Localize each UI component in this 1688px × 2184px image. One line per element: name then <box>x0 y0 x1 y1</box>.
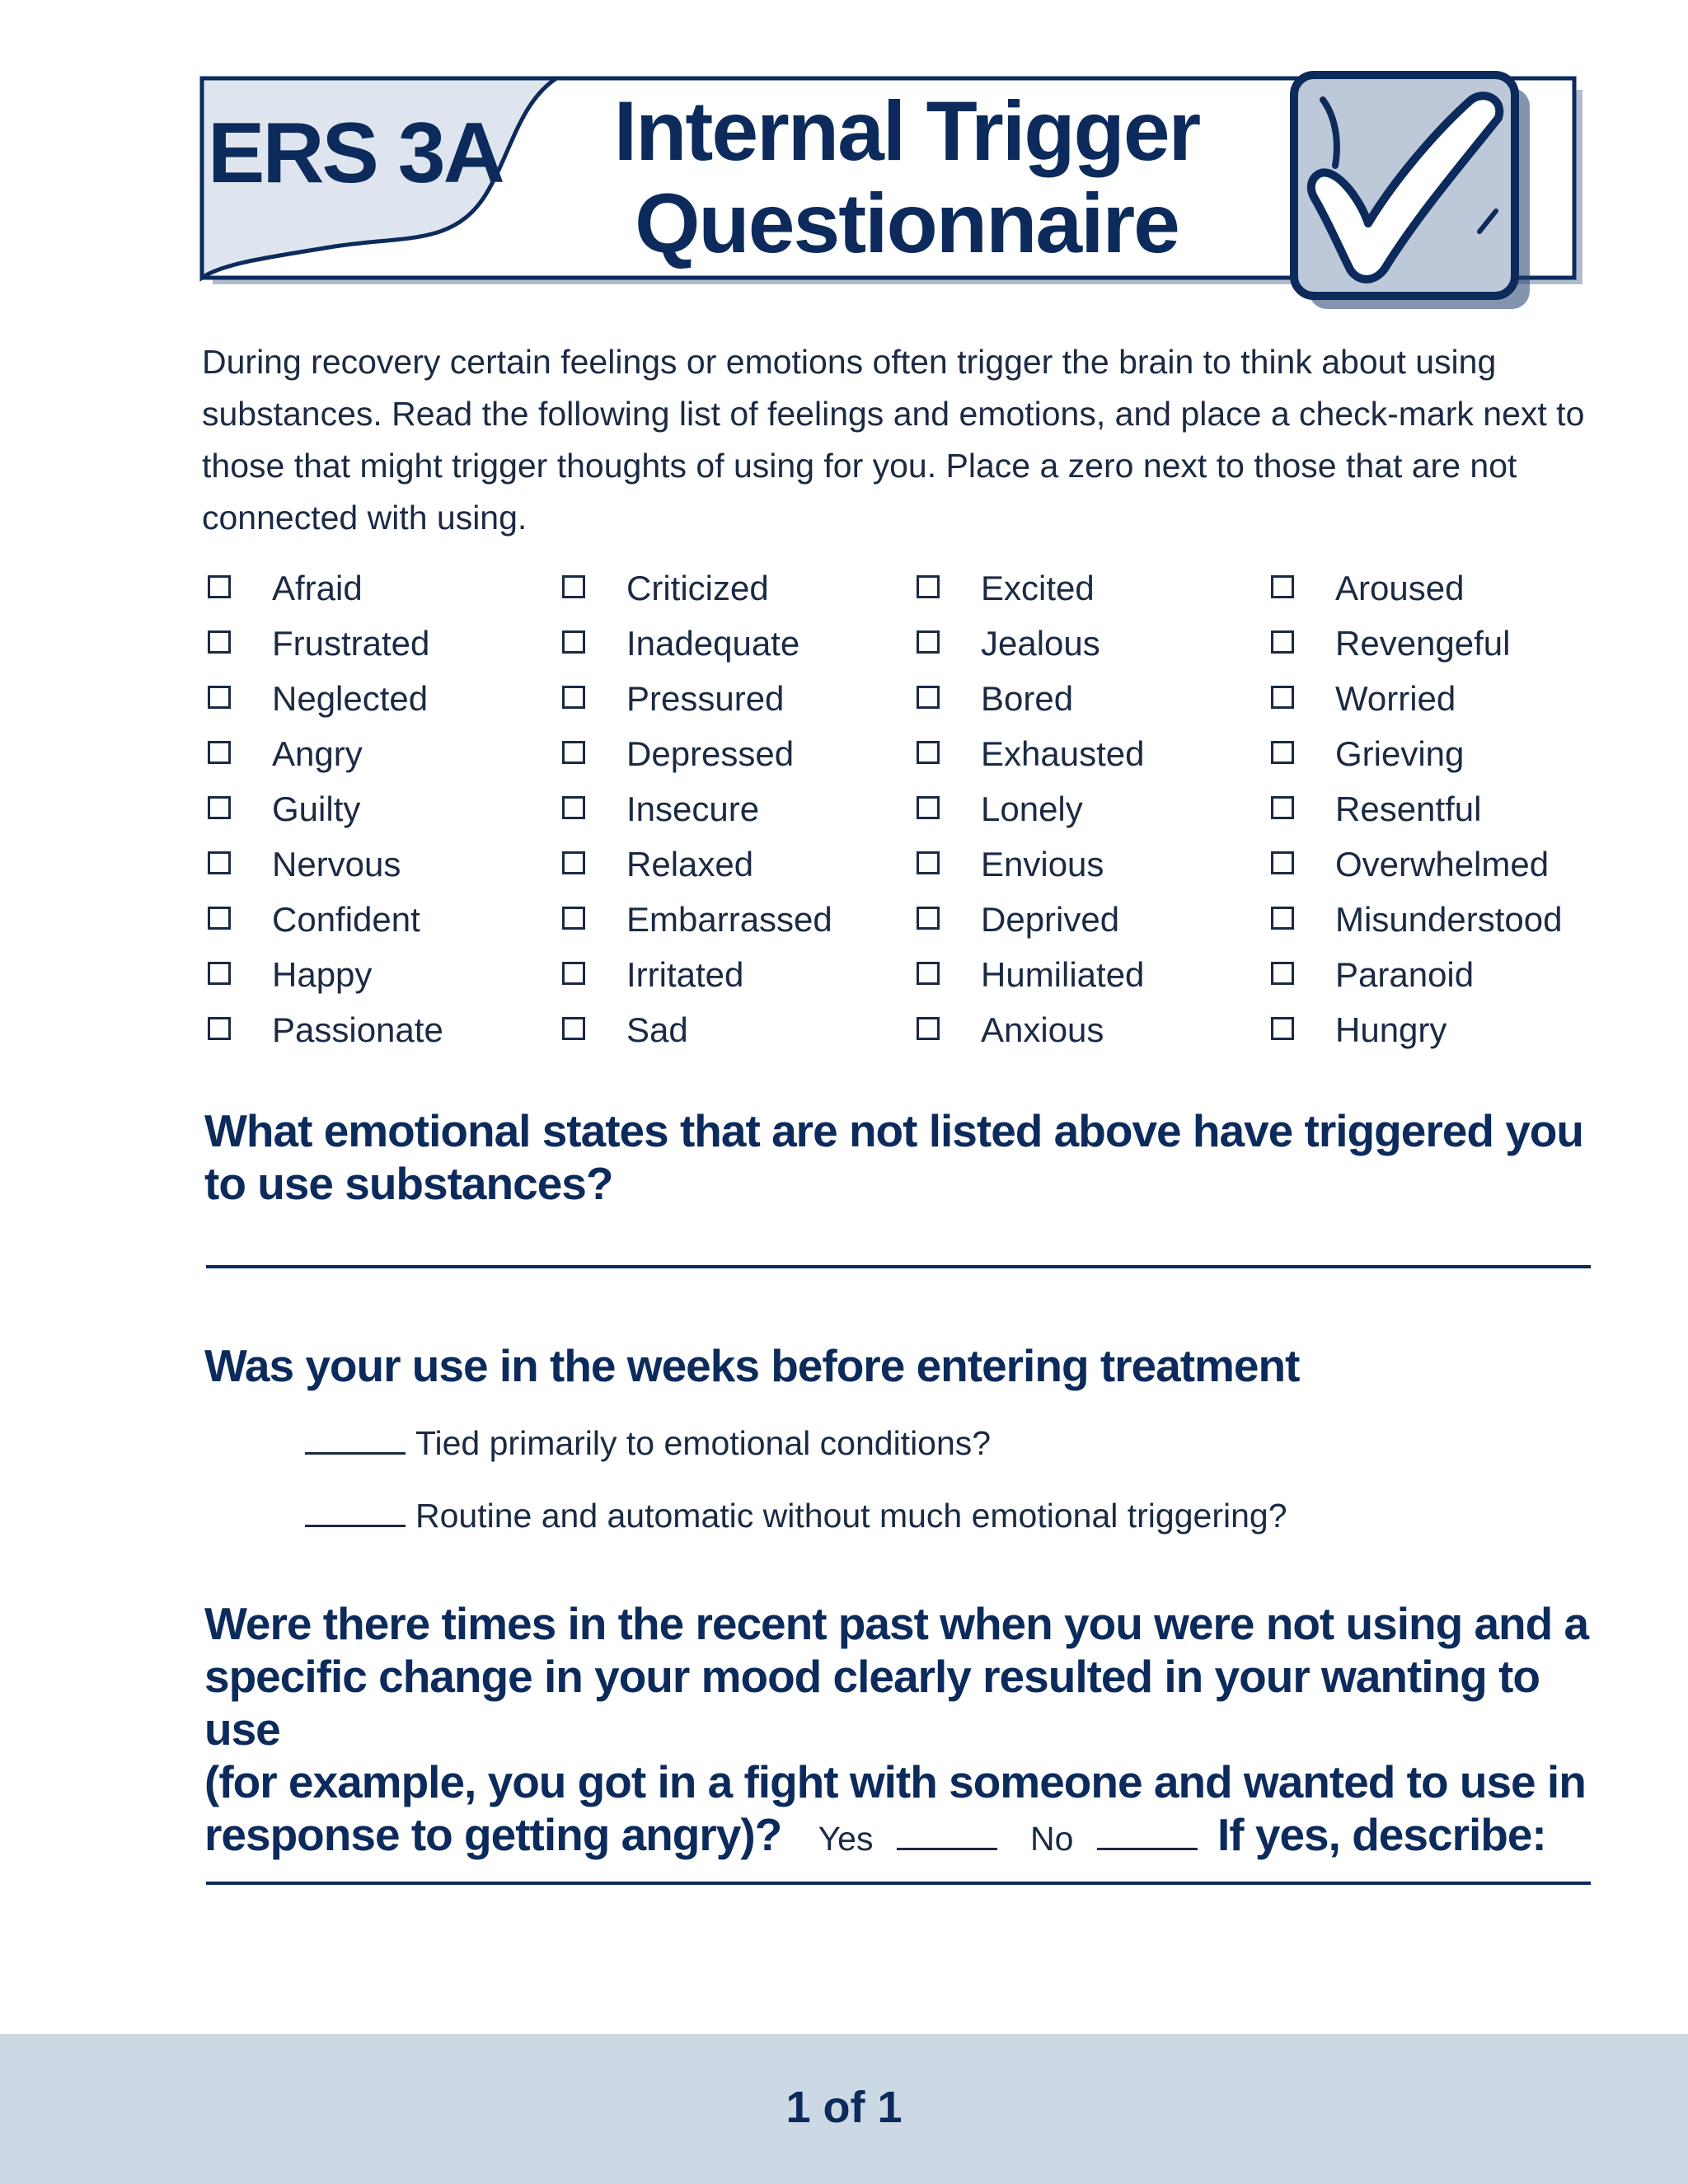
instructions: During recovery certain feelings or emotions often trigger the brain to think about using substances. Read the following list of feelings and emotions, and place a check-mark next to those that might trigger thoughts of using for you. Place a zero next to those that are not connected with using. <box>202 343 1585 537</box>
feeling-checkbox[interactable] <box>917 575 940 598</box>
page-number: 1 of 1 <box>785 2083 903 2132</box>
feeling-checkbox[interactable] <box>917 686 940 709</box>
feeling-label: Hungry <box>1335 1010 1447 1049</box>
feeling-checkbox[interactable] <box>917 1017 940 1040</box>
feeling-label: Inadequate <box>626 623 800 663</box>
feeling-item <box>208 616 562 671</box>
feeling-checkbox[interactable] <box>1271 851 1294 874</box>
feeling-checkbox[interactable] <box>1271 962 1294 985</box>
feeling-checkbox[interactable] <box>917 741 940 764</box>
option-routine-automatic <box>305 1492 1287 1535</box>
feeling-checkbox[interactable] <box>208 741 231 764</box>
answer-line-unlisted-states[interactable] <box>206 1265 1591 1268</box>
feeling-checkbox[interactable] <box>917 907 940 930</box>
worksheet-title <box>585 85 1228 269</box>
feeling-label: Paranoid <box>1335 954 1475 994</box>
feeling-label: Insecure <box>626 789 760 828</box>
feelings-checklist <box>208 560 1625 1057</box>
feeling-item <box>208 1002 562 1057</box>
feeling-checkbox[interactable] <box>917 962 940 985</box>
feeling-label: Anxious <box>981 1010 1104 1049</box>
feeling-item <box>208 671 562 726</box>
feeling-item <box>208 781 562 837</box>
feeling-label: Resentful <box>1335 789 1482 828</box>
feeling-item <box>562 837 917 892</box>
q3-line-3: (for example, you got in a fight with someone and wanted to use in <box>204 1756 1586 1807</box>
yes-blank[interactable] <box>897 1818 997 1850</box>
question-use-before-treatment: Was your use in the weeks before entering treatment <box>204 1340 1300 1391</box>
feeling-label: Worried <box>1335 678 1456 718</box>
feeling-label: Exhausted <box>981 733 1145 773</box>
feeling-checkbox[interactable] <box>208 796 231 819</box>
q3-line-1: Were there times in the recent past when you were not using and a <box>204 1598 1589 1649</box>
feeling-label: Angry <box>272 733 363 773</box>
feeling-item <box>917 947 1271 1002</box>
feeling-checkbox[interactable] <box>208 907 231 930</box>
answer-blank-routine[interactable] <box>305 1492 406 1527</box>
page-footer <box>0 2034 1688 2184</box>
feeling-label: Bored <box>981 678 1074 718</box>
feeling-checkbox[interactable] <box>562 851 585 874</box>
answer-blank-emotional[interactable] <box>305 1419 406 1455</box>
feeling-item <box>208 560 562 616</box>
feeling-label: Deprived <box>981 899 1120 939</box>
feeling-item <box>917 671 1271 726</box>
feeling-label: Excited <box>981 568 1095 607</box>
feeling-checkbox[interactable] <box>562 796 585 819</box>
feeling-label: Embarrassed <box>626 899 832 939</box>
no-blank[interactable] <box>1097 1818 1198 1850</box>
feeling-item <box>1271 837 1625 892</box>
feeling-label: Confident <box>272 899 420 939</box>
question-mood-change <box>204 1597 1622 1865</box>
feeling-item <box>1271 616 1625 671</box>
q3-line-4 <box>204 1808 1622 1865</box>
feeling-label: Humiliated <box>981 954 1145 994</box>
feeling-checkbox[interactable] <box>917 630 940 654</box>
feeling-item <box>1271 671 1625 726</box>
feeling-item <box>1271 1002 1625 1057</box>
feeling-item <box>917 837 1271 892</box>
feeling-checkbox[interactable] <box>1271 686 1294 709</box>
feeling-checkbox[interactable] <box>562 686 585 709</box>
q3-line-4-text: response to getting angry)? <box>204 1809 782 1860</box>
feeling-checkbox[interactable] <box>1271 630 1294 654</box>
feeling-item <box>1271 560 1625 616</box>
feeling-checkbox[interactable] <box>208 686 231 709</box>
feeling-item <box>562 947 917 1002</box>
feeling-label: Jealous <box>981 623 1100 663</box>
feeling-item <box>562 616 917 671</box>
feeling-label: Depressed <box>626 733 795 773</box>
feeling-checkbox[interactable] <box>562 630 585 654</box>
q3-line-2: specific change in your mood clearly resulted in your wanting to use <box>204 1651 1540 1755</box>
option-emotional-label: Tied primarily to emotional conditions? <box>415 1424 992 1462</box>
title-line-2: Questionnaire <box>635 176 1179 270</box>
feeling-item <box>562 560 917 616</box>
yes-label: Yes <box>818 1820 874 1858</box>
feeling-label: Irritated <box>626 954 744 994</box>
feeling-item <box>1271 781 1625 837</box>
feeling-item <box>1271 726 1625 781</box>
feeling-item <box>208 726 562 781</box>
feeling-checkbox[interactable] <box>562 907 585 930</box>
option-routine-label: Routine and automatic without much emotional triggering? <box>415 1497 1287 1535</box>
feeling-item <box>1271 892 1625 947</box>
feeling-checkbox[interactable] <box>917 851 940 874</box>
question-unlisted-states: What emotional states that are not listed above have triggered you to use substances? <box>204 1105 1583 1209</box>
feeling-label: Nervous <box>272 844 401 883</box>
feeling-checkbox[interactable] <box>1271 741 1294 764</box>
feeling-label: Neglected <box>272 678 429 718</box>
feeling-checkbox[interactable] <box>1271 575 1294 598</box>
feeling-item <box>917 560 1271 616</box>
checkmark-box-icon <box>1269 67 1566 314</box>
feeling-label: Aroused <box>1335 568 1465 607</box>
feeling-label: Guilty <box>272 789 361 828</box>
answer-line-describe[interactable] <box>206 1882 1591 1885</box>
feeling-checkbox[interactable] <box>1271 907 1294 930</box>
title-line-1: Internal Trigger <box>613 84 1200 178</box>
feeling-checkbox[interactable] <box>562 1017 585 1040</box>
feeling-item <box>917 892 1271 947</box>
feeling-checkbox[interactable] <box>1271 796 1294 819</box>
feeling-label: Afraid <box>272 568 363 607</box>
feeling-item <box>208 947 562 1002</box>
feeling-checkbox[interactable] <box>1271 1017 1294 1040</box>
feeling-item <box>917 1002 1271 1057</box>
feeling-checkbox[interactable] <box>562 962 585 985</box>
feeling-label: Overwhelmed <box>1335 844 1550 883</box>
feeling-item <box>1271 947 1625 1002</box>
feeling-item <box>562 1002 917 1057</box>
feeling-label: Frustrated <box>272 623 430 663</box>
feeling-item <box>917 616 1271 671</box>
no-label: No <box>1030 1820 1074 1858</box>
feeling-label: Revengeful <box>1335 623 1511 663</box>
describe-label: If yes, describe: <box>1217 1809 1546 1860</box>
feeling-label: Passionate <box>272 1010 443 1049</box>
option-emotional-conditions <box>305 1419 991 1463</box>
feeling-checkbox[interactable] <box>917 796 940 819</box>
worksheet-code: ERS 3A <box>208 105 503 201</box>
feeling-checkbox[interactable] <box>208 962 231 985</box>
feeling-label: Sad <box>626 1010 688 1049</box>
feeling-label: Misunderstood <box>1335 899 1563 939</box>
feeling-label: Criticized <box>626 568 769 607</box>
feeling-item <box>917 781 1271 837</box>
feeling-item <box>562 671 917 726</box>
feeling-checkbox[interactable] <box>562 575 585 598</box>
feeling-item <box>208 837 562 892</box>
feeling-checkbox[interactable] <box>562 741 585 764</box>
feeling-item <box>562 892 917 947</box>
worksheet-header <box>198 70 1582 288</box>
feeling-checkbox[interactable] <box>208 575 231 598</box>
feeling-checkbox[interactable] <box>208 1017 231 1040</box>
feeling-item <box>208 892 562 947</box>
feeling-item <box>562 726 917 781</box>
feeling-item <box>562 781 917 837</box>
feeling-label: Lonely <box>981 789 1083 828</box>
feeling-checkbox[interactable] <box>208 630 231 654</box>
feeling-label: Pressured <box>626 678 785 718</box>
feeling-item <box>917 726 1271 781</box>
feeling-label: Happy <box>272 954 373 994</box>
feeling-label: Relaxed <box>626 844 754 883</box>
feeling-label: Grieving <box>1335 733 1465 773</box>
feeling-label: Envious <box>981 844 1104 883</box>
feeling-checkbox[interactable] <box>208 851 231 874</box>
